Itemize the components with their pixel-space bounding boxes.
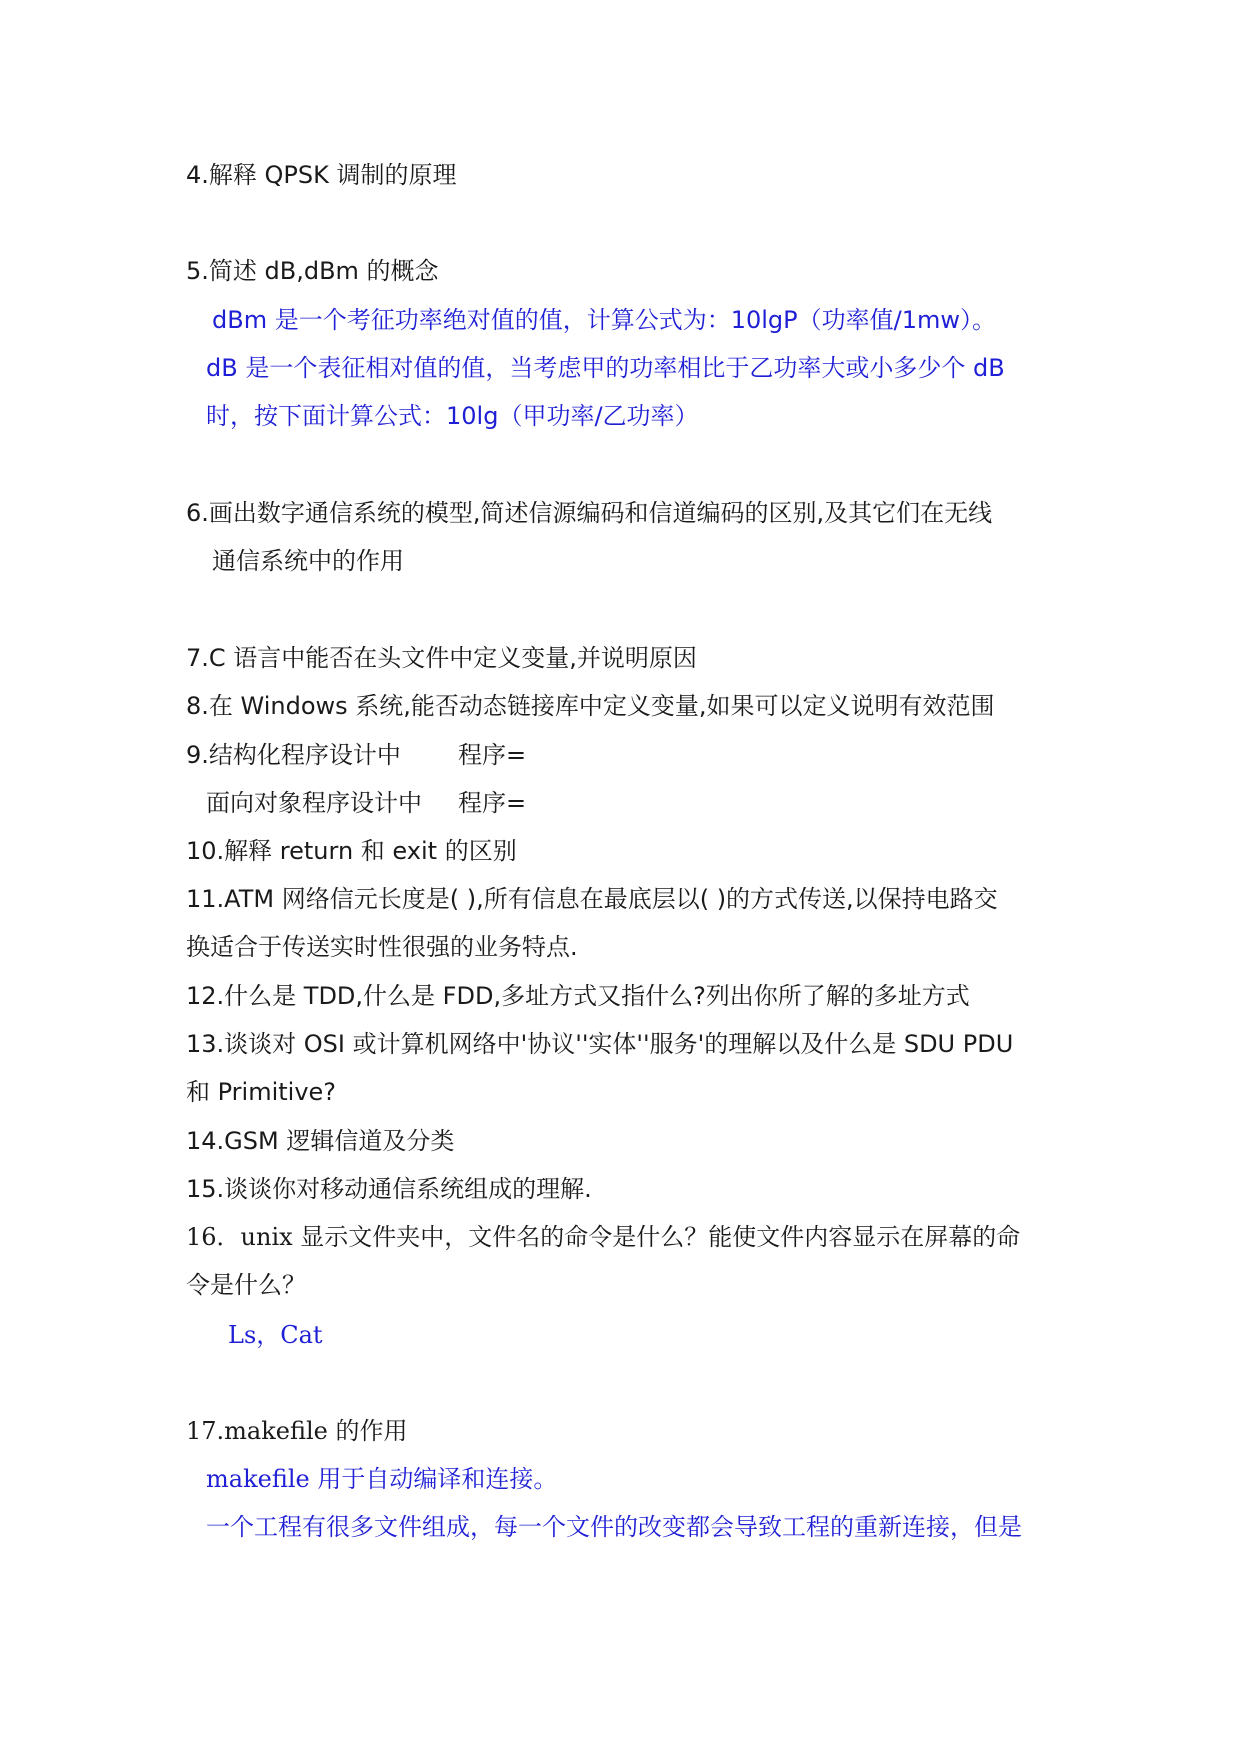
question-7: 7.C 语言中能否在头文件中定义变量,并说明原因 [186, 644, 697, 672]
question-16-line-2: 令是什么？ [186, 1271, 306, 1299]
question-9-line-1a: 9.结构化程序设计中 [186, 741, 401, 769]
question-4: 4.解释 QPSK 调制的原理 [186, 161, 457, 189]
answer-17-line-2: 一个工程有很多文件组成，每一个文件的改变都会导致工程的重新连接，但是 [206, 1513, 1022, 1541]
question-14: 14.GSM 逻辑信道及分类 [186, 1127, 455, 1155]
question-9-line-2a: 面向对象程序设计中 [206, 789, 422, 817]
question-9-line-1b: 程序= [458, 741, 527, 769]
question-11-line-2: 换适合于传送实时性很强的业务特点. [186, 933, 578, 961]
question-11-line-1: 11.ATM 网络信元长度是( ),所有信息在最底层以( )的方式传送,以保持电路交 [186, 885, 998, 913]
answer-16: Ls，Cat [228, 1321, 323, 1349]
question-6-line-2: 通信系统中的作用 [212, 547, 404, 575]
answer-5-line-3: 时，按下面计算公式：10lg（甲功率/乙功率） [206, 402, 699, 430]
question-12: 12.什么是 TDD,什么是 FDD,多址方式又指什么?列出你所了解的多址方式 [186, 982, 970, 1010]
question-10: 10.解释 return 和 exit 的区别 [186, 837, 517, 865]
question-9-line-2b: 程序= [458, 789, 527, 817]
answer-17-line-1: makefile 用于自动编译和连接。 [206, 1465, 558, 1493]
question-13-line-2: 和 Primitive? [186, 1078, 337, 1106]
question-16-line-1: 16．unix 显示文件夹中，文件名的命令是什么？能使文件内容显示在屏幕的命 [186, 1223, 1021, 1251]
question-6-line-1: 6.画出数字通信系统的模型,简述信源编码和信道编码的区别,及其它们在无线 [186, 499, 993, 527]
question-15: 15.谈谈你对移动通信系统组成的理解. [186, 1175, 592, 1203]
answer-5-line-1: dBm 是一个考征功率绝对值的值，计算公式为：10lgP（功率值/1mw）。 [212, 306, 996, 334]
question-5: 5.简述 dB,dBm 的概念 [186, 257, 439, 285]
question-17: 17.makefile 的作用 [186, 1417, 408, 1445]
question-13-line-1: 13.谈谈对 OSI 或计算机网络中'协议''实体''服务'的理解以及什么是 SDU PDU [186, 1030, 1014, 1058]
answer-5-line-2: dB 是一个表征相对值的值，当考虑甲的功率相比于乙功率大或小多少个 dB [206, 354, 1005, 382]
question-8: 8.在 Windows 系统,能否动态链接库中定义变量,如果可以定义说明有效范围 [186, 692, 995, 720]
